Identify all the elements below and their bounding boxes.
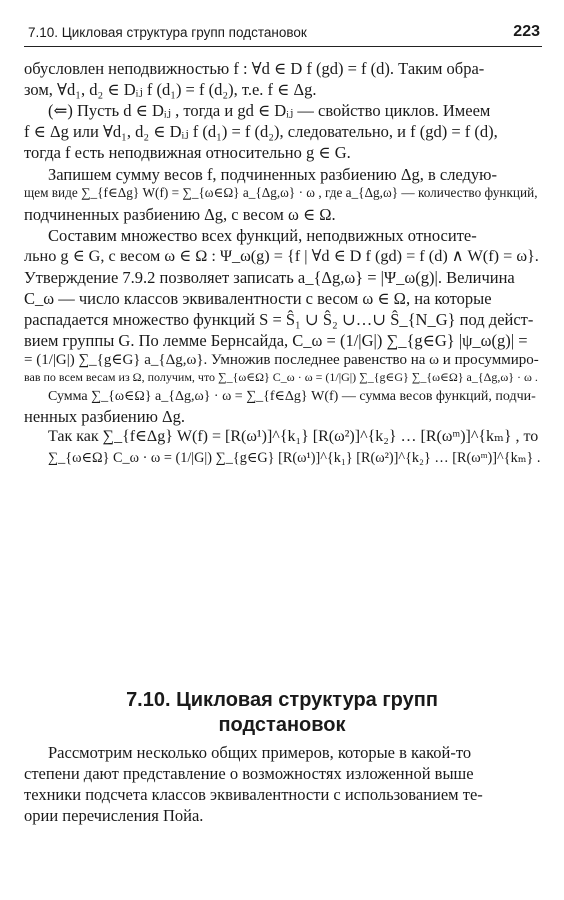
running-header xyxy=(24,22,542,47)
text-line: обусловлен неподвижностью f : ∀d ∈ D f (gd) = f (d). Таким обра- xyxy=(24,59,485,78)
text-line: степени дают представление о возможностях изложенной выше xyxy=(24,764,474,784)
page-number: 223 xyxy=(513,23,540,40)
section-title-line: подстановок xyxy=(218,714,346,736)
text-line: C_ω — число классов эквивалентности с весом ω ∈ Ω, на которые xyxy=(24,288,492,308)
text-line: ненных разбиению Δg. xyxy=(24,406,186,426)
formula-line: ∑_{ω∈Ω} C_ω · ω = (1/|G|) ∑_{g∈G} [R(ω¹)]^{k₁} [R(ω²)]^{k₂} … [R(ωᵐ)]^{kₘ} . xyxy=(48,450,541,467)
running-title: 7.10. Цикловая структура групп подстановок xyxy=(28,25,307,40)
text-line: льно g ∈ G, с весом ω ∈ Ω : Ψ_ω(g) = {f | ∀d ∈ D f (gd) = f (d) ∧ W(f) = ω}. xyxy=(24,246,539,265)
text-line: Запишем сумму весов f, подчиненных разбиению Δg, в следую- xyxy=(48,164,497,184)
formula-line: щем виде ∑_{f∈Δg} W(f) = ∑_{ω∈Ω} a_{Δg,ω} · ω , где a_{Δg,ω} — количество функций, xyxy=(24,184,538,200)
text-line: Составим множество всех функций, неподвижных относите- xyxy=(48,225,477,245)
text-line: подчиненных разбиению Δg, с весом ω ∈ Ω. xyxy=(24,204,336,224)
text-line: распадается множество функций S = Ŝ₁ ∪ Ŝ₂ ∪…∪ Ŝ_{N_G} под дейст- xyxy=(24,309,534,329)
section-heading xyxy=(24,688,540,738)
formula-line: Так как ∑_{f∈Δg} W(f) = [R(ω¹)]^{k₁} [R(ω²)]^{k₂} … [R(ωᵐ)]^{kₘ} , то xyxy=(48,427,539,445)
text-line: зом, ∀d₁, d₂ ∈ Dᵢⱼ f (d₁) = f (d₂), т.е. f ∈ Δg. xyxy=(24,80,317,100)
text-line: техники подсчета классов эквивалентности с использованием те- xyxy=(24,785,483,805)
formula-line: Сумма ∑_{ω∈Ω} a_{Δg,ω} · ω = ∑_{f∈Δg} W(f) — сумма весов функций, подчи- xyxy=(48,388,536,404)
section-title-line: 7.10. Цикловая структура групп xyxy=(126,689,438,711)
formula-line: вием группы G. По лемме Бернсайда, C_ω = (1/|G|) ∑_{g∈G} |ψ_ω(g)| = xyxy=(24,330,528,350)
section-intro-text xyxy=(24,742,540,826)
text-line: тогда f есть неподвижная относительно g ∈ G. xyxy=(24,143,351,163)
main-text xyxy=(24,58,540,467)
text-line: Рассмотрим несколько общих примеров, которые в какой-то xyxy=(48,743,472,762)
text-line: (⇐) Пусть d ∈ Dᵢⱼ , тогда и gd ∈ Dᵢⱼ — свойство циклов. Имеем xyxy=(48,101,491,121)
text-line: ории перечисления Пойа. xyxy=(24,806,204,826)
formula-line: = (1/|G|) ∑_{g∈G} a_{Δg,ω}. Умножив последнее равенство на ω и просуммиро- xyxy=(24,352,539,369)
formula-line: вав по всем весам из Ω, получим, что ∑_{ω∈Ω} C_ω · ω = (1/|G|) ∑_{g∈G} ∑_{ω∈Ω} a_{Δg,ω} · ω . xyxy=(24,370,538,385)
text-line: f ∈ Δg или ∀d₁, d₂ ∈ Dᵢⱼ f (d₁) = f (d₂), следовательно, и f (gd) = f (d), xyxy=(24,122,498,142)
text-line: Утверждение 7.9.2 позволяет записать a_{Δg,ω} = |Ψ_ω(g)|. Величина xyxy=(24,267,515,287)
